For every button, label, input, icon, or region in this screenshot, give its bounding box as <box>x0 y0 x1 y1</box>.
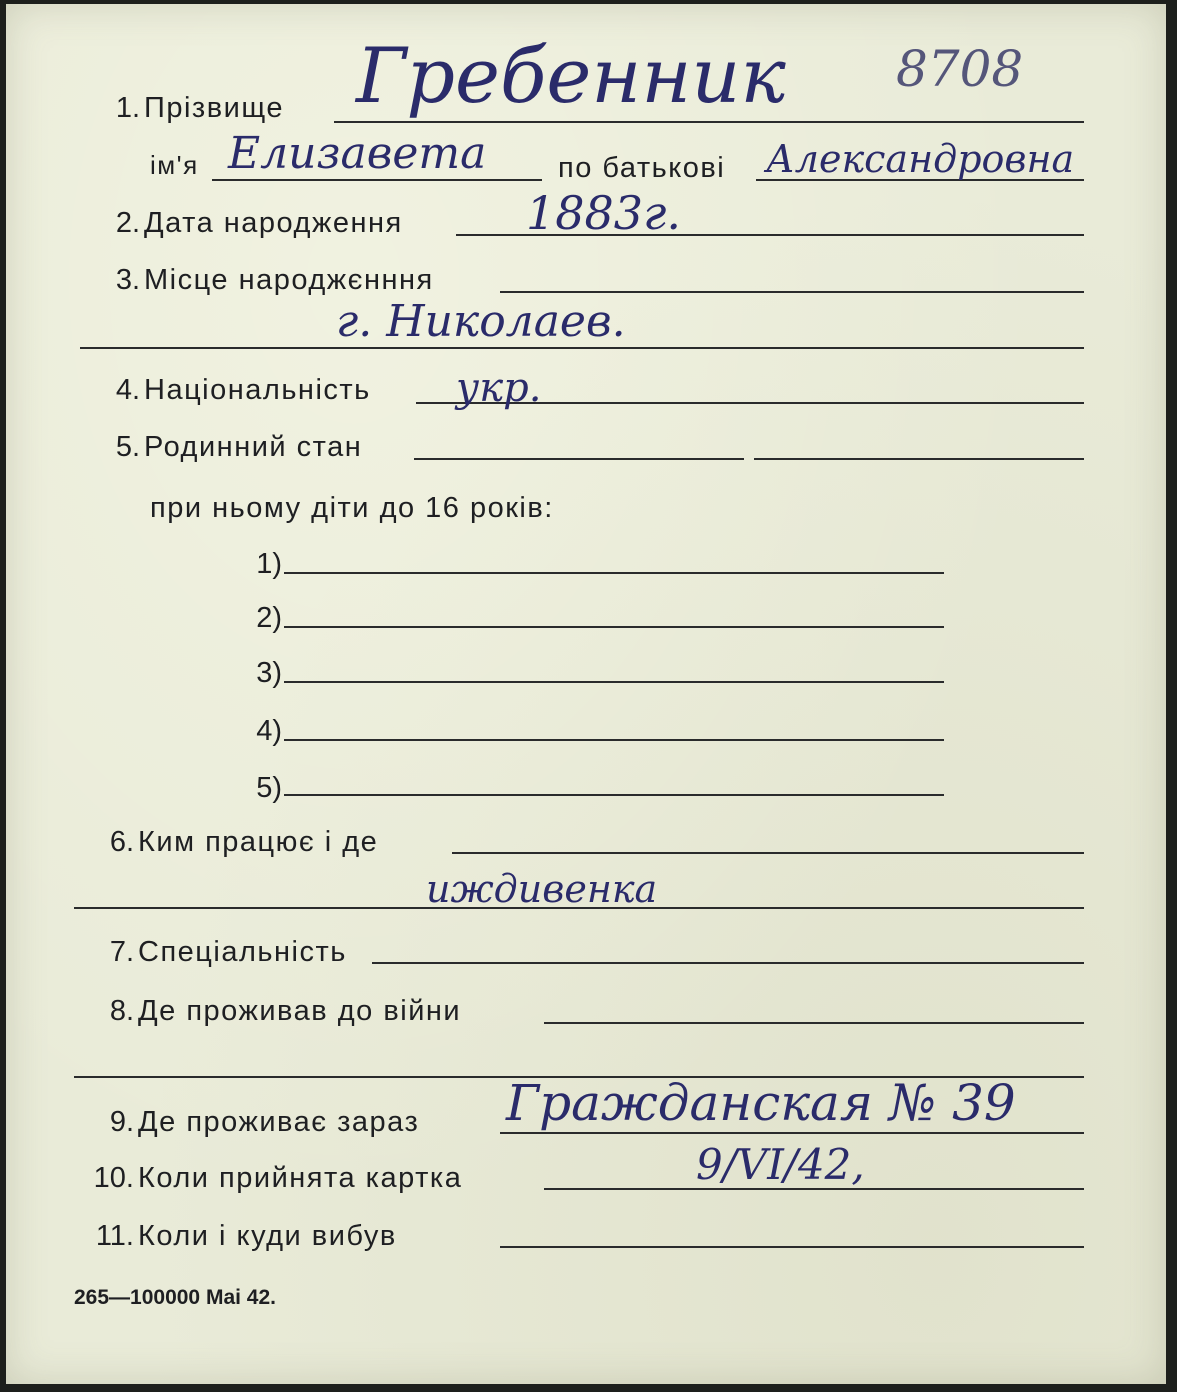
marital-status-line-1 <box>414 458 744 460</box>
departure-label: Коли і куди вибув <box>138 1220 397 1252</box>
nationality-label: Національність <box>144 374 371 406</box>
field-number-3: 3. <box>115 264 140 296</box>
occupation-value: иждивенка <box>426 867 658 911</box>
field-number-5: 5. <box>115 431 140 463</box>
print-code: 265—100000 Mai 42. <box>74 1286 276 1309</box>
card-accepted-label: Коли прийнята картка <box>138 1162 463 1194</box>
marital-status-line-2 <box>754 458 1084 460</box>
field-number-9: 9. <box>109 1106 134 1138</box>
registration-card <box>6 4 1166 1384</box>
record-number: 8708 <box>896 40 1024 98</box>
field-number-8: 8. <box>109 995 134 1027</box>
departure-line <box>500 1246 1084 1248</box>
current-residence-value: Гражданская № 39 <box>506 1074 1016 1132</box>
child-line-4 <box>284 739 944 741</box>
surname-label: Прізвище <box>144 92 284 124</box>
surname-value: Гребенник <box>356 31 786 120</box>
first-name-value: Елизавета <box>228 128 487 179</box>
card-accepted-value: 9/VI/42, <box>696 1140 865 1189</box>
child-number-2: 2) <box>256 602 282 634</box>
occupation-line <box>452 852 1084 854</box>
field-number-11: 11. <box>95 1220 134 1252</box>
prewar-residence-label: Де проживав до війни <box>138 995 462 1027</box>
child-number-1: 1) <box>256 548 282 580</box>
child-line-5 <box>284 794 944 796</box>
child-line-3 <box>284 681 944 683</box>
patronymic-value: Александровна <box>766 137 1075 181</box>
current-residence-label: Де проживає зараз <box>138 1106 420 1138</box>
birth-date-value: 1883г. <box>526 186 681 240</box>
field-number-6: 6. <box>109 826 134 858</box>
child-line-2 <box>284 626 944 628</box>
birth-place-line-2 <box>80 347 1084 349</box>
field-number-10: 10. <box>93 1162 134 1194</box>
prewar-residence-line <box>544 1022 1084 1024</box>
specialty-label: Спеціальність <box>138 936 347 968</box>
birth-date-label: Дата народження <box>144 207 403 239</box>
first-name-line <box>212 179 542 181</box>
field-number-7: 7. <box>109 936 134 968</box>
first-name-label: ім'я <box>150 150 199 180</box>
marital-status-label: Родинний стан <box>144 431 363 463</box>
birth-place-line <box>500 291 1084 293</box>
child-number-5: 5) <box>256 772 282 804</box>
birth-place-value: г. Николаев. <box>336 296 626 347</box>
specialty-line <box>372 962 1084 964</box>
occupation-label: Ким працює і де <box>138 826 379 858</box>
current-residence-line <box>500 1132 1084 1134</box>
patronymic-label: по батькові <box>558 152 726 184</box>
nationality-value: укр. <box>456 365 542 411</box>
field-number-2: 2. <box>115 207 140 239</box>
field-number-4: 4. <box>115 374 140 406</box>
birth-place-label: Місце народжєнння <box>144 264 434 296</box>
child-number-4: 4) <box>256 715 282 747</box>
field-number-1: 1. <box>115 92 140 124</box>
child-number-3: 3) <box>256 657 282 689</box>
surname-line <box>334 121 1084 123</box>
children-header: при ньому діти до 16 років: <box>150 492 554 524</box>
child-line-1 <box>284 572 944 574</box>
